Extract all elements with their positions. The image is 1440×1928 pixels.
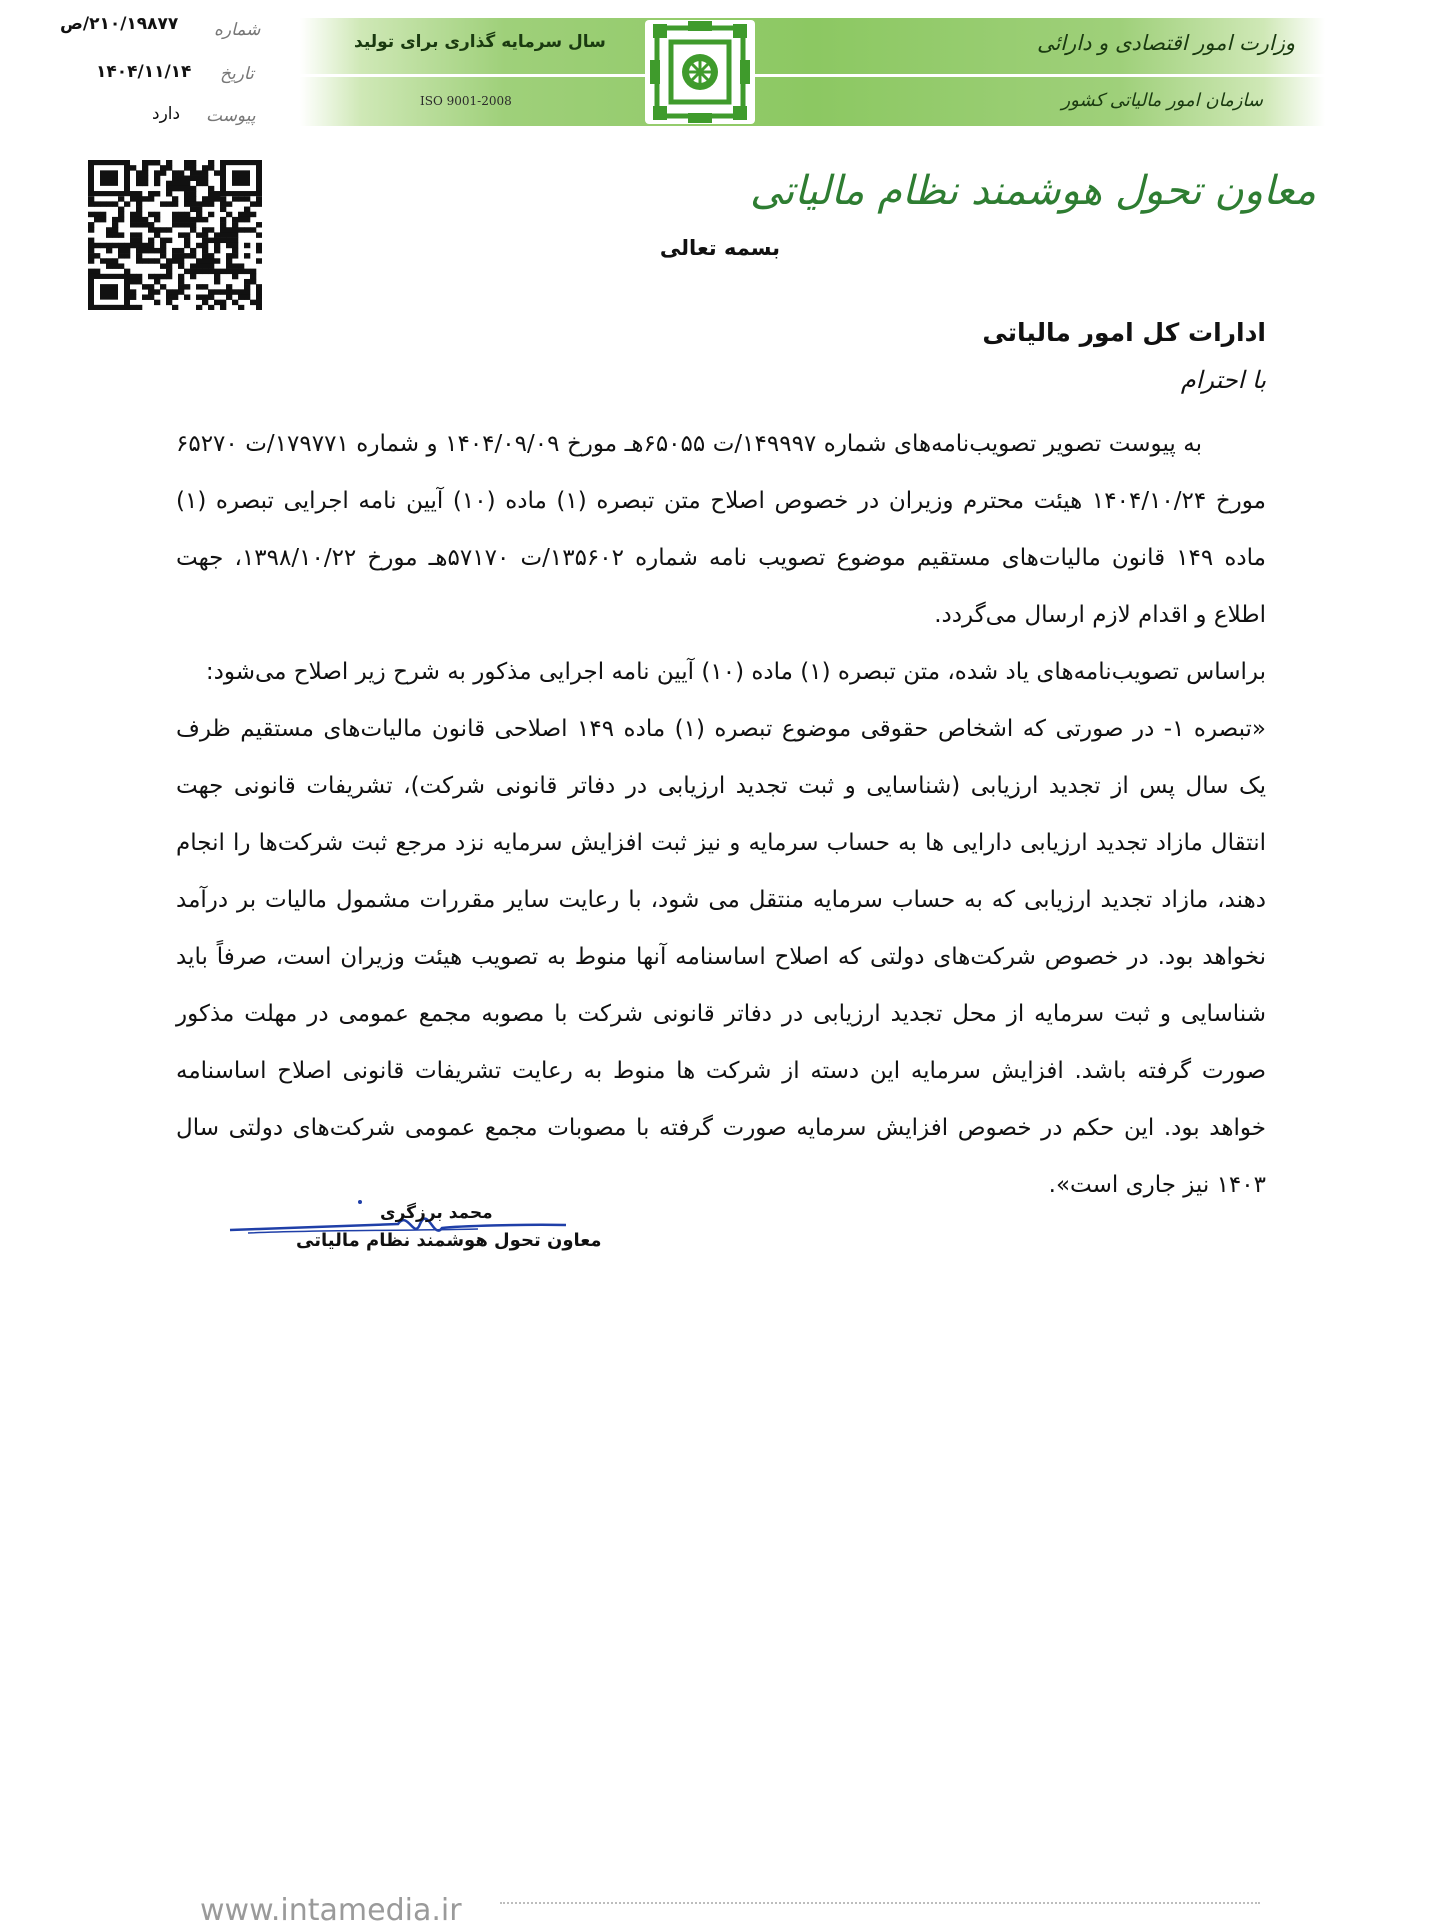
year-slogan: سال سرمایه گذاری برای تولید [354,32,606,52]
ministry-name: وزارت امور اقتصادی و دارائی [1036,31,1295,55]
paragraph-amendment-text: «تبصره ۱- در صورتی که اشخاص حقوقی موضوع تبصره (۱) ماده ۱۴۹ اصلاحی قانون مالیات‌های مستقیم ظرف یک سال پس از تجدید ارزیابی (شناسایی و ثبت تجدید ارزیابی در دفاتر قانونی شرکت)، تشریفات قانونی جهت انتقال مازاد تجدید ارزیابی دارایی ها به حساب سرمایه و نیز ثبت افزایش سرمایه نزد مرجع ثبت شرکت‌ها را انجام دهند، مازاد تجدید ارزیابی که به حساب سرمایه منتقل می شود، با رعایت سایر مقررات مشمول مالیات بر درآمد نخواهد بود. در خصوص شرکت‌های دولتی که اصلاح اساسنامه آنها منوط به تصویب هیئت وزیران است، صرفاً باید شناسایی و ثبت سرمایه از محل تجدید ارزیابی در دفاتر قانونی شرکت با مصوبه مجمع عمومی در مهلت مذکور صورت گرفته باشد. افزایش سرمایه این دسته از شرکت ها منوط به رعایت تشریفات قانونی اصلاح اساسنامه خواهد بود. این حکم در خصوص افزایش سرمایه صورت گرفته با مصوبات مجمع عمومی شرکت‌های دولتی سال ۱۴۰۳ نیز جاری است». [176,716,1266,1198]
qr-code-icon [88,160,262,310]
header-band [300,18,1325,126]
attachment-value: دارد [152,104,181,124]
letter-date: ۱۴۰۴/۱۱/۱۴ [96,62,192,82]
iso-certification: ISO 9001-2008 [420,94,512,108]
signer-name: محمد برزگری [380,1203,493,1223]
honorific: با احترام [1180,366,1266,394]
deputy-title: معاون تحول هوشمند نظام مالیاتی [749,168,1316,214]
number-label: شماره [214,20,261,40]
basmala: بسمه تعالی [659,236,781,260]
band-divider [300,74,1325,77]
footer-address-line [500,1902,1260,1918]
letter-number: ۲۱۰/۱۹۸۷۷/ص [60,14,179,34]
recipient: ادارات کل امور مالیاتی [982,318,1266,347]
footer-website: www.intamedia.ir [200,1893,462,1928]
letter-body [176,416,1266,1214]
tax-organization-emblem-icon [645,20,755,124]
date-label: تاریخ [220,64,254,84]
organization-name: سازمان امور مالیاتی کشور [1061,90,1263,111]
paragraph-intro: به پیوست تصویر تصویب‌نامه‌های شماره ۱۴۹۹۹۷/ت ۶۵۰۵۵هـ مورخ ۱۴۰۴/۰۹/۰۹ و شماره ۱۷۹۷۷۱/ت ۶۵۲۷۰ مورخ ۱۴۰۴/۱۰/۲۴ هیئت محترم وزیران در خصوص اصلاح متن تبصره (۱) ماده (۱۰) آیین نامه اجرایی تبصره (۱) ماده ۱۴۹ قانون مالیات‌های مستقیم موضوع تصویب نامه شماره ۱۳۵۶۰۲/ت ۵۷۱۷۰هـ مورخ ۱۳۹۸/۱۰/۲۲، جهت اطلاع و اقدام لازم ارسال می‌گردد. [176,431,1267,628]
paragraph-amendment-lead: براساس تصویب‌نامه‌های یاد شده، متن تبصره (۱) ماده (۱۰) آیین نامه اجرایی مذکور به شرح زیر اصلاح می‌شود: [205,659,1266,685]
attachment-label: پیوست [206,106,256,126]
signer-title: معاون تحول هوشمند نظام مالیاتی [296,1230,602,1251]
